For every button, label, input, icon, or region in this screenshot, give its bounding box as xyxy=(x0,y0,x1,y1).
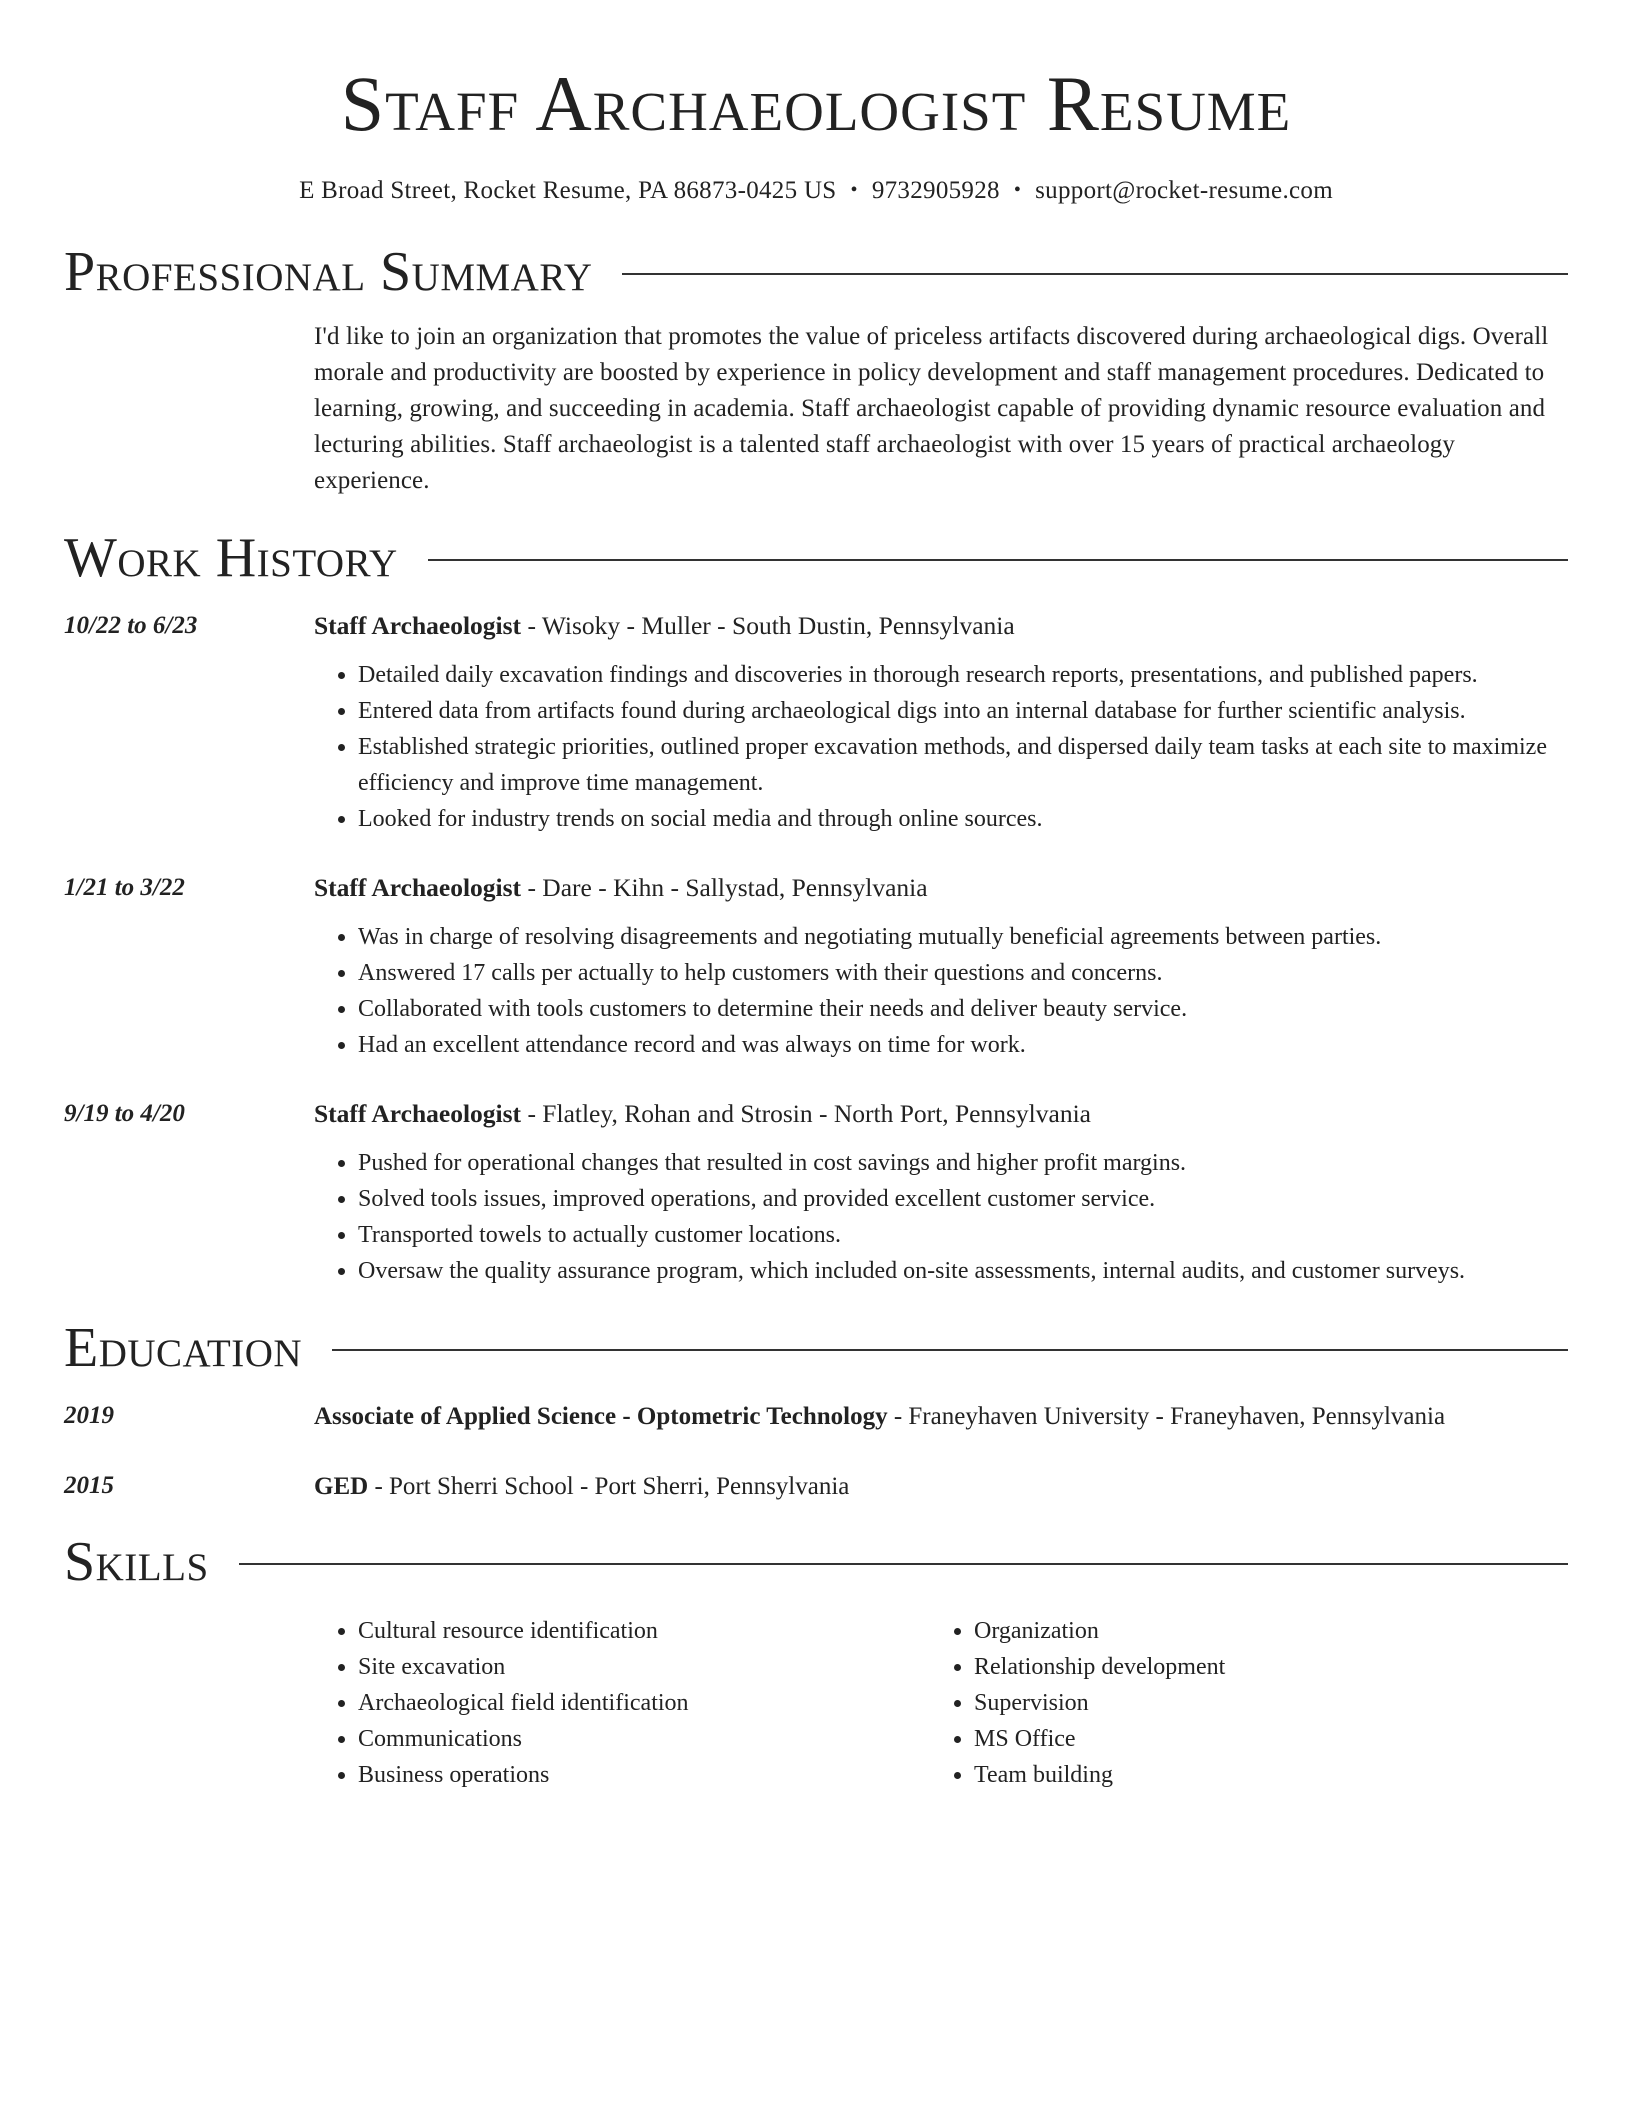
section-divider xyxy=(428,559,1568,561)
job-dates: 10/22 to 6/23 xyxy=(64,612,198,639)
email: support@rocket-resume.com xyxy=(1035,177,1333,204)
education-degree: GED xyxy=(314,1473,369,1500)
education-details: - Port Sherri School - Port Sherri, Pennsylvania xyxy=(368,1473,850,1500)
education-entry xyxy=(64,1399,1568,1435)
skill-item: • Supervision xyxy=(974,1685,1546,1721)
job-body xyxy=(314,1097,1568,1289)
job-bullets xyxy=(314,919,1568,1063)
job-title-line xyxy=(314,1097,1568,1131)
skills-list-right xyxy=(930,1613,1546,1793)
summary-row xyxy=(64,319,1568,499)
skills-columns xyxy=(314,1613,1568,1793)
resume-title: Staff Archaeologist Resume xyxy=(340,60,1292,147)
job-dates: 1/21 to 3/22 xyxy=(64,874,185,901)
job-title: Staff Archaeologist xyxy=(314,873,522,902)
job-bullet: • Pushed for operational changes that resulted in cost savings and higher profit margins. xyxy=(358,1145,1568,1181)
summary-heading: Professional Summary xyxy=(64,241,593,303)
job-bullet: • Answered 17 calls per actually to help customers with their questions and concerns. xyxy=(358,955,1568,991)
skill-item: • Communications xyxy=(358,1721,930,1757)
job-bullet: • Was in charge of resolving disagreements and negotiating mutually beneficial agreements between parties. xyxy=(358,919,1568,955)
education-details: - Franeyhaven University - Franeyhaven, Pennsylvania xyxy=(887,1403,1446,1430)
skills-list-left xyxy=(314,1613,930,1793)
education-year: 2015 xyxy=(64,1472,114,1499)
job-bullet: • Established strategic priorities, outlined proper excavation methods, and dispersed daily team tasks at each site to maximize efficiency and improve time management. xyxy=(358,729,1568,801)
job-details: - Wisoky - Muller - South Dustin, Pennsylvania xyxy=(521,611,1015,640)
job-title: Staff Archaeologist xyxy=(314,611,522,640)
education-degree: Associate of Applied Science - Optometric Technology xyxy=(314,1403,888,1430)
job-bullets xyxy=(314,657,1568,837)
skills-heading: Skills xyxy=(64,1531,209,1593)
section-divider xyxy=(622,273,1568,275)
job-bullet: • Had an excellent attendance record and was always on time for work. xyxy=(358,1027,1568,1063)
education-entry xyxy=(64,1469,1568,1505)
job-bullet: • Oversaw the quality assurance program, which included on-site assessments, internal audits, and customer surveys. xyxy=(358,1253,1568,1289)
education-year: 2019 xyxy=(64,1402,114,1429)
education-heading: Education xyxy=(64,1317,303,1379)
education-line xyxy=(314,1469,1568,1505)
job-bullets xyxy=(314,1145,1568,1289)
summary-text: I'd like to join an organization that promotes the value of priceless artifacts discovered during archaeological digs. Overall morale and productivity are boosted by experience in policy development and staff management procedures. Dedicated to learning, growing, and succeeding in academia. Staff archaeologist capable of providing dynamic resource evaluation and lecturing abilities. Staff archaeologist is a talented staff archaeologist with over 15 years of practical archaeology experience. xyxy=(314,323,1549,494)
skill-item: • Business operations xyxy=(358,1757,930,1793)
work-heading: Work History xyxy=(64,527,398,589)
job-title: Staff Archaeologist xyxy=(314,1099,522,1128)
job-details: - Flatley, Rohan and Strosin - North Port, Pennsylvania xyxy=(521,1099,1091,1128)
skill-item: • Cultural resource identification xyxy=(358,1613,930,1649)
skill-item: • Team building xyxy=(974,1757,1546,1793)
job-bullet: • Collaborated with tools customers to determine their needs and deliver beauty service. xyxy=(358,991,1568,1027)
job-body xyxy=(314,609,1568,837)
education-section-header xyxy=(64,1313,1568,1383)
work-section-header xyxy=(64,523,1568,593)
separator-dot: • xyxy=(850,179,858,201)
skill-item: • MS Office xyxy=(974,1721,1546,1757)
skills-row xyxy=(64,1613,1568,1793)
skill-item: • Relationship development xyxy=(974,1649,1546,1685)
skill-item: • Site excavation xyxy=(358,1649,930,1685)
skill-item: • Organization xyxy=(974,1613,1546,1649)
summary-section-header xyxy=(64,237,1568,307)
skill-item: • Archaeological field identification xyxy=(358,1685,930,1721)
job-bullet: • Transported towels to actually customer locations. xyxy=(358,1217,1568,1253)
job-dates: 9/19 to 4/20 xyxy=(64,1100,185,1127)
phone: 9732905928 xyxy=(871,177,1000,204)
skills-section-header xyxy=(64,1527,1568,1597)
contact-line xyxy=(64,174,1568,207)
address: E Broad Street, Rocket Resume, PA 86873-0425 US xyxy=(299,177,837,204)
job-bullet: • Solved tools issues, improved operations, and provided excellent customer service. xyxy=(358,1181,1568,1217)
section-divider xyxy=(332,1349,1568,1351)
job-entry xyxy=(64,871,1568,1063)
job-details: - Dare - Kihn - Sallystad, Pennsylvania xyxy=(521,873,928,902)
job-body xyxy=(314,871,1568,1063)
separator-dot: • xyxy=(1013,179,1022,201)
job-bullet: • Entered data from artifacts found during archaeological digs into an internal database for further scientific analysis. xyxy=(358,693,1568,729)
job-entry xyxy=(64,1097,1568,1289)
job-bullet: • Looked for industry trends on social media and through online sources. xyxy=(358,801,1568,837)
section-divider xyxy=(239,1563,1568,1565)
resume-page xyxy=(64,0,1568,1793)
education-line xyxy=(314,1399,1568,1435)
job-title-line xyxy=(314,871,1568,905)
job-title-line xyxy=(314,609,1568,643)
job-bullet: • Detailed daily excavation findings and discoveries in thorough research reports, presentations, and published papers. xyxy=(358,657,1568,693)
job-entry xyxy=(64,609,1568,837)
